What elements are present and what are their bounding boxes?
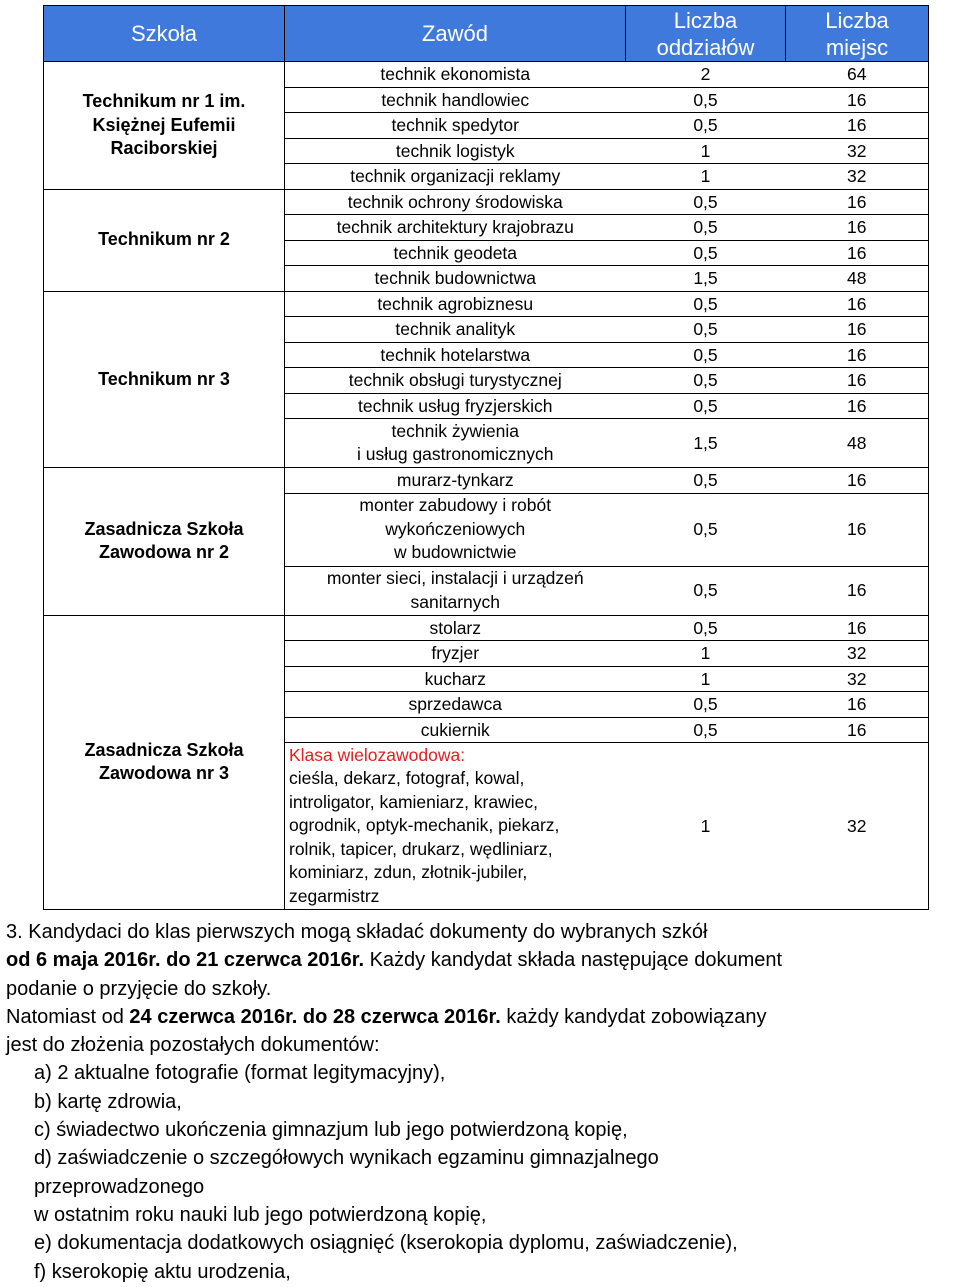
text-line xyxy=(6,1003,960,1031)
school-name: Technikum nr 1 im. Księżnej Eufemii Raciborskiej xyxy=(44,62,285,190)
school-name: Zasadnicza Szkoła Zawodowa nr 2 xyxy=(44,468,285,616)
info-paragraph xyxy=(6,918,960,1286)
places-cell: 32 xyxy=(786,138,929,164)
places-cell: 32 xyxy=(786,743,929,910)
profession-cell: technik organizacji reklamy xyxy=(285,164,626,190)
profession-cell: cukiernik xyxy=(285,717,626,743)
list-item: d) zaświadczenie o szczegółowych wynikach egzaminu gimnazjalnego xyxy=(34,1147,659,1170)
school-name: Technikum nr 3 xyxy=(44,291,285,468)
multi-profession-cell xyxy=(285,743,626,910)
places-cell: 48 xyxy=(786,266,929,292)
date-range-2: 24 czerwca 2016r. do 28 czerwca 2016r. xyxy=(129,1005,501,1028)
places-cell: 16 xyxy=(786,615,929,641)
profession-cell: technik analityk xyxy=(285,317,626,343)
profession-cell: monter sieci, instalacji i urządzeń sanitarnych xyxy=(285,566,626,615)
classes-cell: 1 xyxy=(626,743,786,910)
places-cell: 32 xyxy=(786,666,929,692)
multi-class-label: Klasa wielozawodowa: xyxy=(289,744,466,765)
places-cell: 32 xyxy=(786,641,929,667)
places-cell: 16 xyxy=(786,113,929,139)
table-header-row xyxy=(44,6,929,62)
classes-cell: 0,5 xyxy=(626,342,786,368)
classes-cell: 1,5 xyxy=(626,419,786,468)
text-line: 3. Kandydaci do klas pierwszych mogą składać dokumenty do wybranych szkół xyxy=(6,921,708,943)
header-profession: Zawód xyxy=(285,6,626,62)
classes-cell: 1 xyxy=(626,138,786,164)
classes-cell: 0,5 xyxy=(626,215,786,241)
table-row xyxy=(44,615,929,641)
table-row xyxy=(44,189,929,215)
classes-cell: 0,5 xyxy=(626,317,786,343)
profession-cell: technik usług fryzjerskich xyxy=(285,393,626,419)
places-cell: 16 xyxy=(786,317,929,343)
places-cell: 16 xyxy=(786,468,929,494)
places-cell: 16 xyxy=(786,493,929,566)
places-cell: 16 xyxy=(786,692,929,718)
classes-cell: 0,5 xyxy=(626,113,786,139)
classes-cell: 1 xyxy=(626,666,786,692)
table-row xyxy=(44,291,929,317)
text-span: Natomiast od xyxy=(6,1005,130,1028)
list-item: e) dokumentacja dodatkowych osiągnięć (kserokopia dyplomu, zaświadczenie), xyxy=(34,1232,738,1255)
list-item: b) kartę zdrowia, xyxy=(34,1090,182,1113)
date-range-1: od 6 maja 2016r. do 21 czerwca 2016r. xyxy=(6,949,365,972)
profession-cell: monter zabudowy i robót wykończeniowych w budownictwie xyxy=(285,493,626,566)
school-name: Zasadnicza Szkoła Zawodowa nr 3 xyxy=(44,615,285,910)
profession-cell: technik logistyk xyxy=(285,138,626,164)
classes-cell: 0,5 xyxy=(626,493,786,566)
profession-cell: technik handlowiec xyxy=(285,87,626,113)
places-cell: 16 xyxy=(786,189,929,215)
classes-cell: 0,5 xyxy=(626,240,786,266)
classes-cell: 1 xyxy=(626,164,786,190)
places-cell: 16 xyxy=(786,87,929,113)
classes-cell: 0,5 xyxy=(626,615,786,641)
profession-cell: technik ekonomista xyxy=(285,62,626,88)
list-item: przeprowadzonego xyxy=(34,1175,205,1198)
profession-cell: technik budownictwa xyxy=(285,266,626,292)
classes-cell: 2 xyxy=(626,62,786,88)
list-item: w ostatnim roku nauki lub jego potwierdzoną kopię, xyxy=(34,1203,487,1226)
classes-cell: 0,5 xyxy=(626,87,786,113)
classes-cell: 0,5 xyxy=(626,566,786,615)
profession-cell: technik architektury krajobrazu xyxy=(285,215,626,241)
places-cell: 16 xyxy=(786,717,929,743)
text-line: jest do złożenia pozostałych dokumentów: xyxy=(6,1034,380,1057)
places-cell: 64 xyxy=(786,62,929,88)
profession-cell: technik geodeta xyxy=(285,240,626,266)
header-classes: Liczba oddziałów xyxy=(626,6,786,62)
profession-cell: technik ochrony środowiska xyxy=(285,189,626,215)
classes-cell: 0,5 xyxy=(626,368,786,394)
places-cell: 16 xyxy=(786,342,929,368)
places-cell: 16 xyxy=(786,291,929,317)
list-item: a) 2 aktualne fotografie (format legitymacyjny), xyxy=(34,1062,446,1085)
classes-cell: 0,5 xyxy=(626,692,786,718)
multi-profession-list: cieśla, dekarz, fotograf, kowal, introligator, kamieniarz, krawiec, ogrodnik, optyk-mechanik, piekarz, rolnik, tapicer, drukarz, wędliniarz, kominiarz, zdun, złotnik-jubiler, zegarmistrz xyxy=(289,768,560,906)
table-row xyxy=(44,468,929,494)
places-cell: 16 xyxy=(786,215,929,241)
list-item: c) świadectwo ukończenia gimnazjum lub jego potwierdzoną kopię, xyxy=(34,1119,628,1142)
classes-cell: 0,5 xyxy=(626,393,786,419)
classes-cell: 0,5 xyxy=(626,468,786,494)
places-cell: 32 xyxy=(786,164,929,190)
profession-cell: murarz-tynkarz xyxy=(285,468,626,494)
header-school: Szkoła xyxy=(44,6,285,62)
classes-cell: 1,5 xyxy=(626,266,786,292)
recruitment-table xyxy=(43,5,929,910)
profession-cell: technik żywienia i usług gastronomicznych xyxy=(285,419,626,468)
profession-cell: technik obsługi turystycznej xyxy=(285,368,626,394)
classes-cell: 0,5 xyxy=(626,291,786,317)
classes-cell: 0,5 xyxy=(626,189,786,215)
places-cell: 16 xyxy=(786,240,929,266)
profession-cell: sprzedawca xyxy=(285,692,626,718)
places-cell: 16 xyxy=(786,566,929,615)
places-cell: 48 xyxy=(786,419,929,468)
table-row xyxy=(44,62,929,88)
profession-cell: technik hotelarstwa xyxy=(285,342,626,368)
header-places: Liczba miejsc xyxy=(786,6,929,62)
list-item: f) kserokopię aktu urodzenia, xyxy=(34,1260,291,1283)
text-span: Każdy kandydat składa następujące dokument xyxy=(364,949,783,972)
profession-cell: kucharz xyxy=(285,666,626,692)
profession-cell: stolarz xyxy=(285,615,626,641)
classes-cell: 1 xyxy=(626,641,786,667)
profession-cell: technik agrobiznesu xyxy=(285,291,626,317)
places-cell: 16 xyxy=(786,393,929,419)
text-line xyxy=(6,946,960,974)
places-cell: 16 xyxy=(786,368,929,394)
school-name: Technikum nr 2 xyxy=(44,189,285,291)
text-span: każdy kandydat zobowiązany xyxy=(500,1005,767,1028)
text-line: podanie o przyjęcie do szkoły. xyxy=(6,977,272,1000)
profession-cell: technik spedytor xyxy=(285,113,626,139)
profession-cell: fryzjer xyxy=(285,641,626,667)
classes-cell: 0,5 xyxy=(626,717,786,743)
